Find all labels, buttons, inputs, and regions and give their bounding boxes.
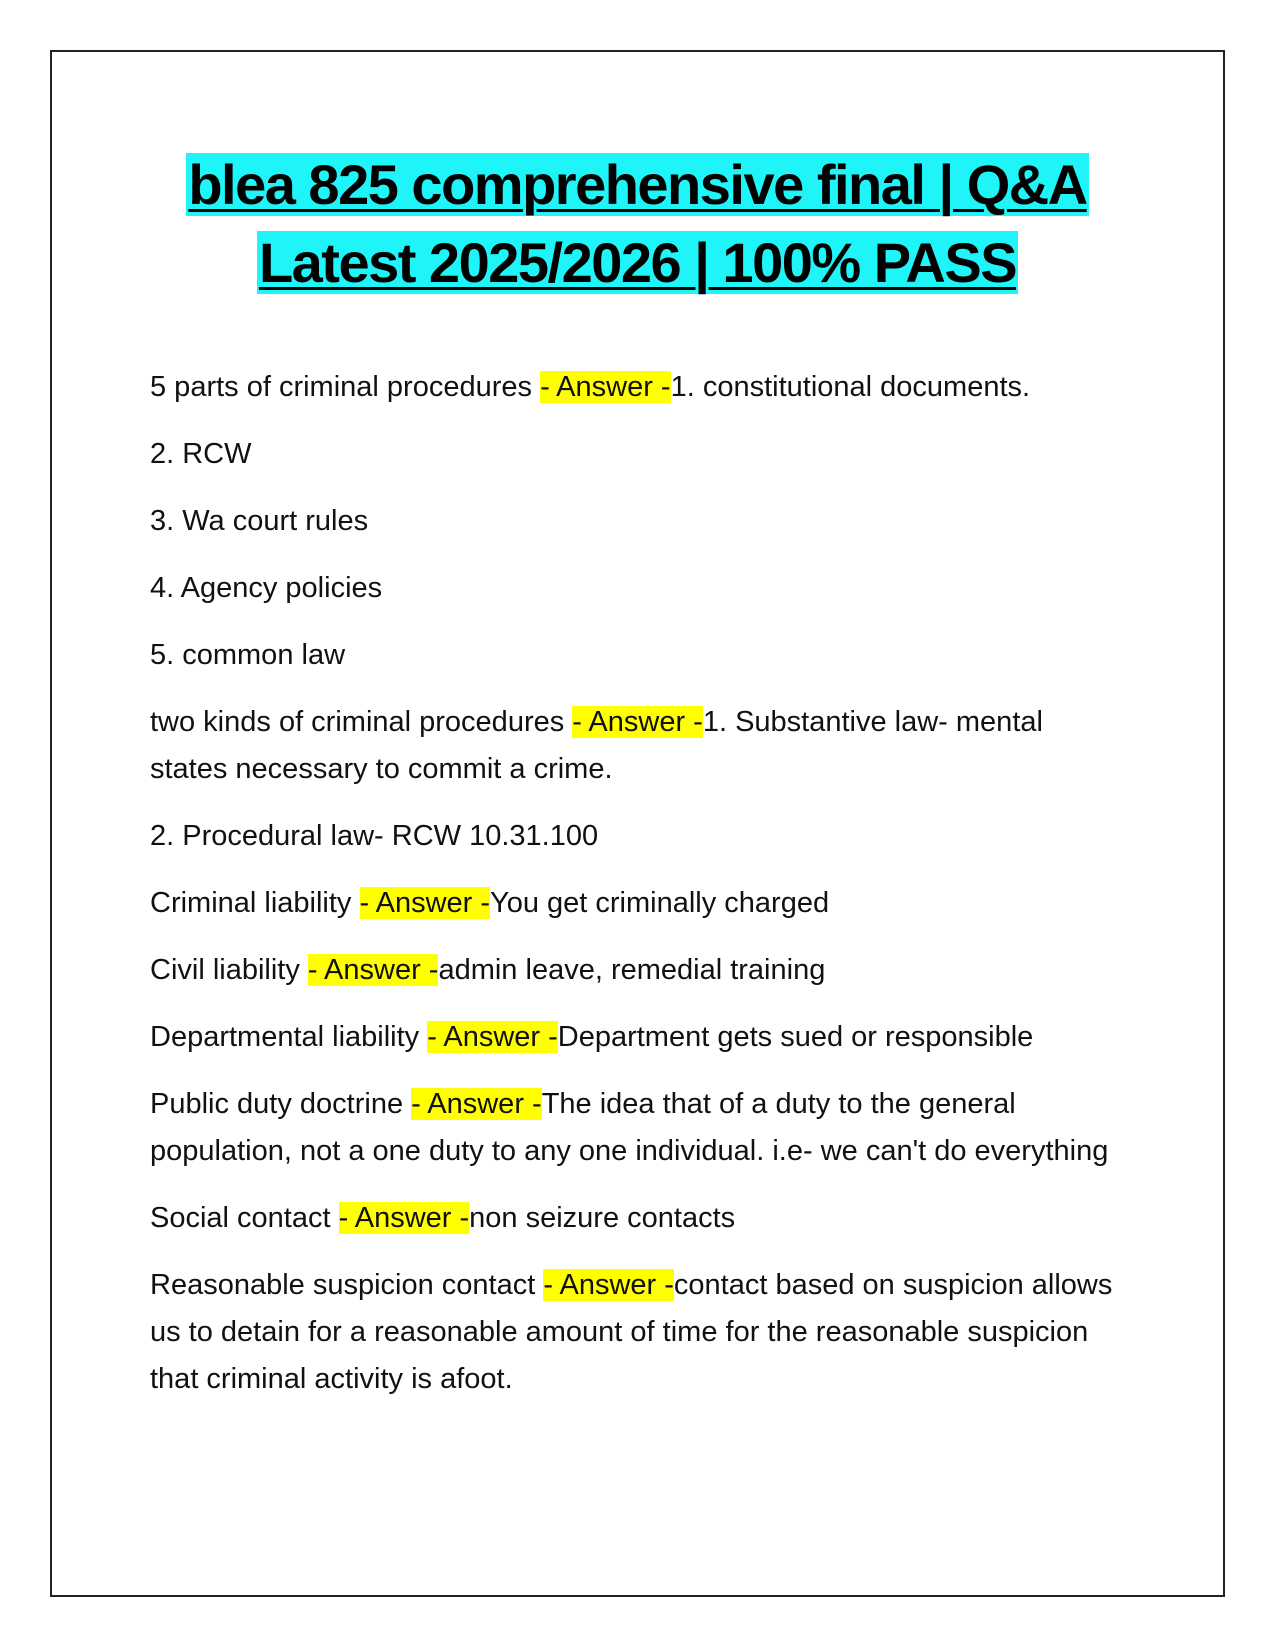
answer-text: Department gets sued or responsible xyxy=(557,1021,1034,1053)
list-line: 3. Wa court rules xyxy=(150,505,369,537)
question-text: Public duty doctrine xyxy=(150,1088,412,1120)
answer-text: 1. Substantive law- mental states necessary to commit a crime. xyxy=(150,706,1043,785)
title-line-2: Latest 2025/2026 | 100% PASS xyxy=(258,231,1017,294)
title-line-1: blea 825 comprehensive final | Q&A xyxy=(188,153,1087,216)
answer-marker: - Answer - xyxy=(307,954,439,986)
qa-entry xyxy=(150,880,1120,927)
answer-text: contact based on suspicion allows us to detain for a reasonable amount of time for the reasonable suspicion that criminal activity is afoot. xyxy=(150,1269,1113,1395)
qa-entry xyxy=(150,1014,1120,1061)
answer-text: You get criminally charged xyxy=(490,887,830,919)
answer-marker: - Answer - xyxy=(540,371,671,403)
answer-text: admin leave, remedial training xyxy=(438,954,826,986)
answer-marker: - Answer - xyxy=(543,1269,674,1301)
question-text: 5 parts of criminal procedures xyxy=(150,371,541,403)
answer-text: The idea that of a duty to the general population, not a one duty to any one individual. i.e- we can't do everything xyxy=(150,1088,1109,1167)
answer-marker: - Answer - xyxy=(572,706,703,738)
question-text: Reasonable suspicion contact xyxy=(150,1269,544,1301)
answer-marker: - Answer - xyxy=(411,1088,542,1120)
answer-marker: - Answer - xyxy=(338,1202,470,1234)
question-text: two kinds of criminal procedures xyxy=(150,706,573,738)
list-line: 2. Procedural law- RCW 10.31.100 xyxy=(150,820,599,852)
answer-text: non seizure contacts xyxy=(469,1202,736,1234)
question-text: Social contact xyxy=(150,1202,339,1234)
list-line: 4. Agency policies xyxy=(150,572,383,604)
qa-entry xyxy=(150,699,1120,793)
question-text: Criminal liability xyxy=(150,887,360,919)
question-text: Civil liability xyxy=(150,954,308,986)
question-text: Departmental liability xyxy=(150,1021,428,1053)
qa-entry xyxy=(150,1262,1120,1403)
answer-marker: - Answer - xyxy=(427,1021,558,1053)
qa-content xyxy=(150,364,1120,1423)
qa-entry xyxy=(150,1081,1120,1175)
answer-marker: - Answer - xyxy=(359,887,491,919)
qa-entry xyxy=(150,1195,1120,1242)
qa-entry xyxy=(150,947,1120,994)
list-line: 5. common law xyxy=(150,639,346,671)
qa-entry xyxy=(150,364,1120,411)
answer-text: 1. constitutional documents. xyxy=(670,371,1031,403)
document-title xyxy=(50,146,1225,302)
list-line: 2. RCW xyxy=(150,438,252,470)
